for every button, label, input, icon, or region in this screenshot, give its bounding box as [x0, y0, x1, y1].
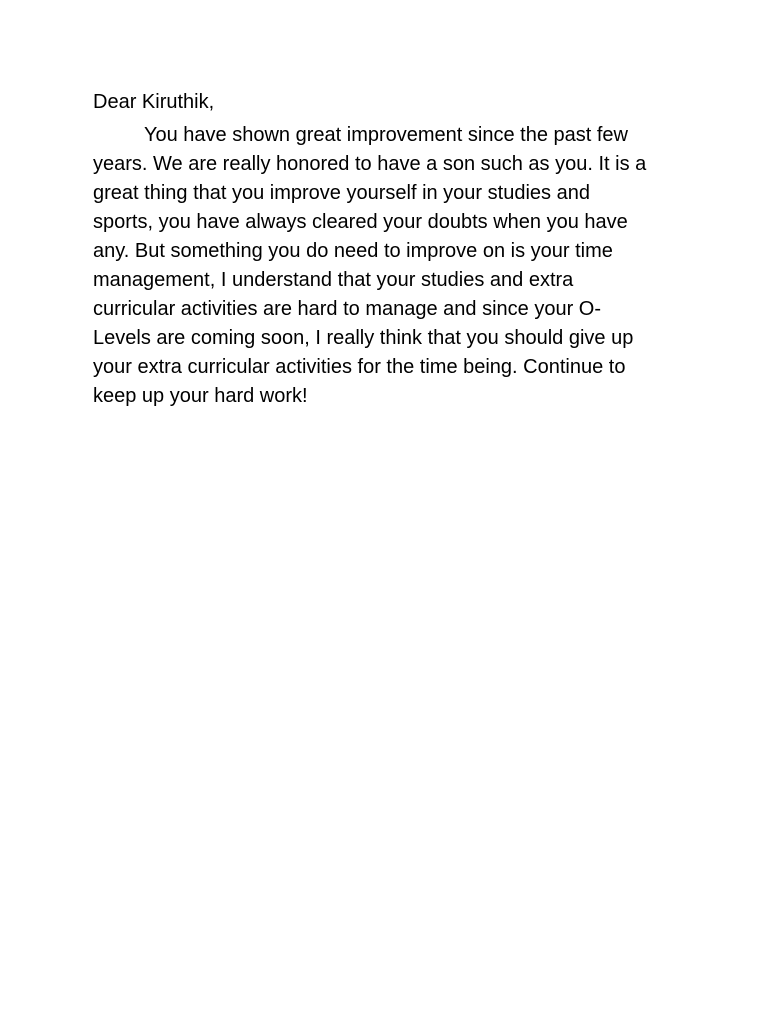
body-line: You have shown great improvement since the past few — [144, 124, 628, 146]
body-line: curricular activities are hard to manage and since your O- — [93, 298, 602, 320]
letter-body — [93, 121, 683, 411]
letter — [93, 88, 683, 411]
body-line: great thing that you improve yourself in your studies and — [93, 182, 590, 204]
body-line: management, I understand that your studies and extra — [93, 269, 574, 291]
body-line: your extra curricular activities for the time being. Continue to — [93, 356, 626, 378]
salutation: Dear Kiruthik, — [93, 91, 215, 113]
body-line: any. But something you do need to improve on is your time — [93, 240, 613, 262]
body-line: Levels are coming soon, I really think that you should give up — [93, 327, 634, 349]
body-line: keep up your hard work! — [93, 385, 308, 407]
body-line: years. We are really honored to have a son such as you. It is a — [93, 153, 647, 175]
body-line: sports, you have always cleared your doubts when you have — [93, 211, 628, 233]
